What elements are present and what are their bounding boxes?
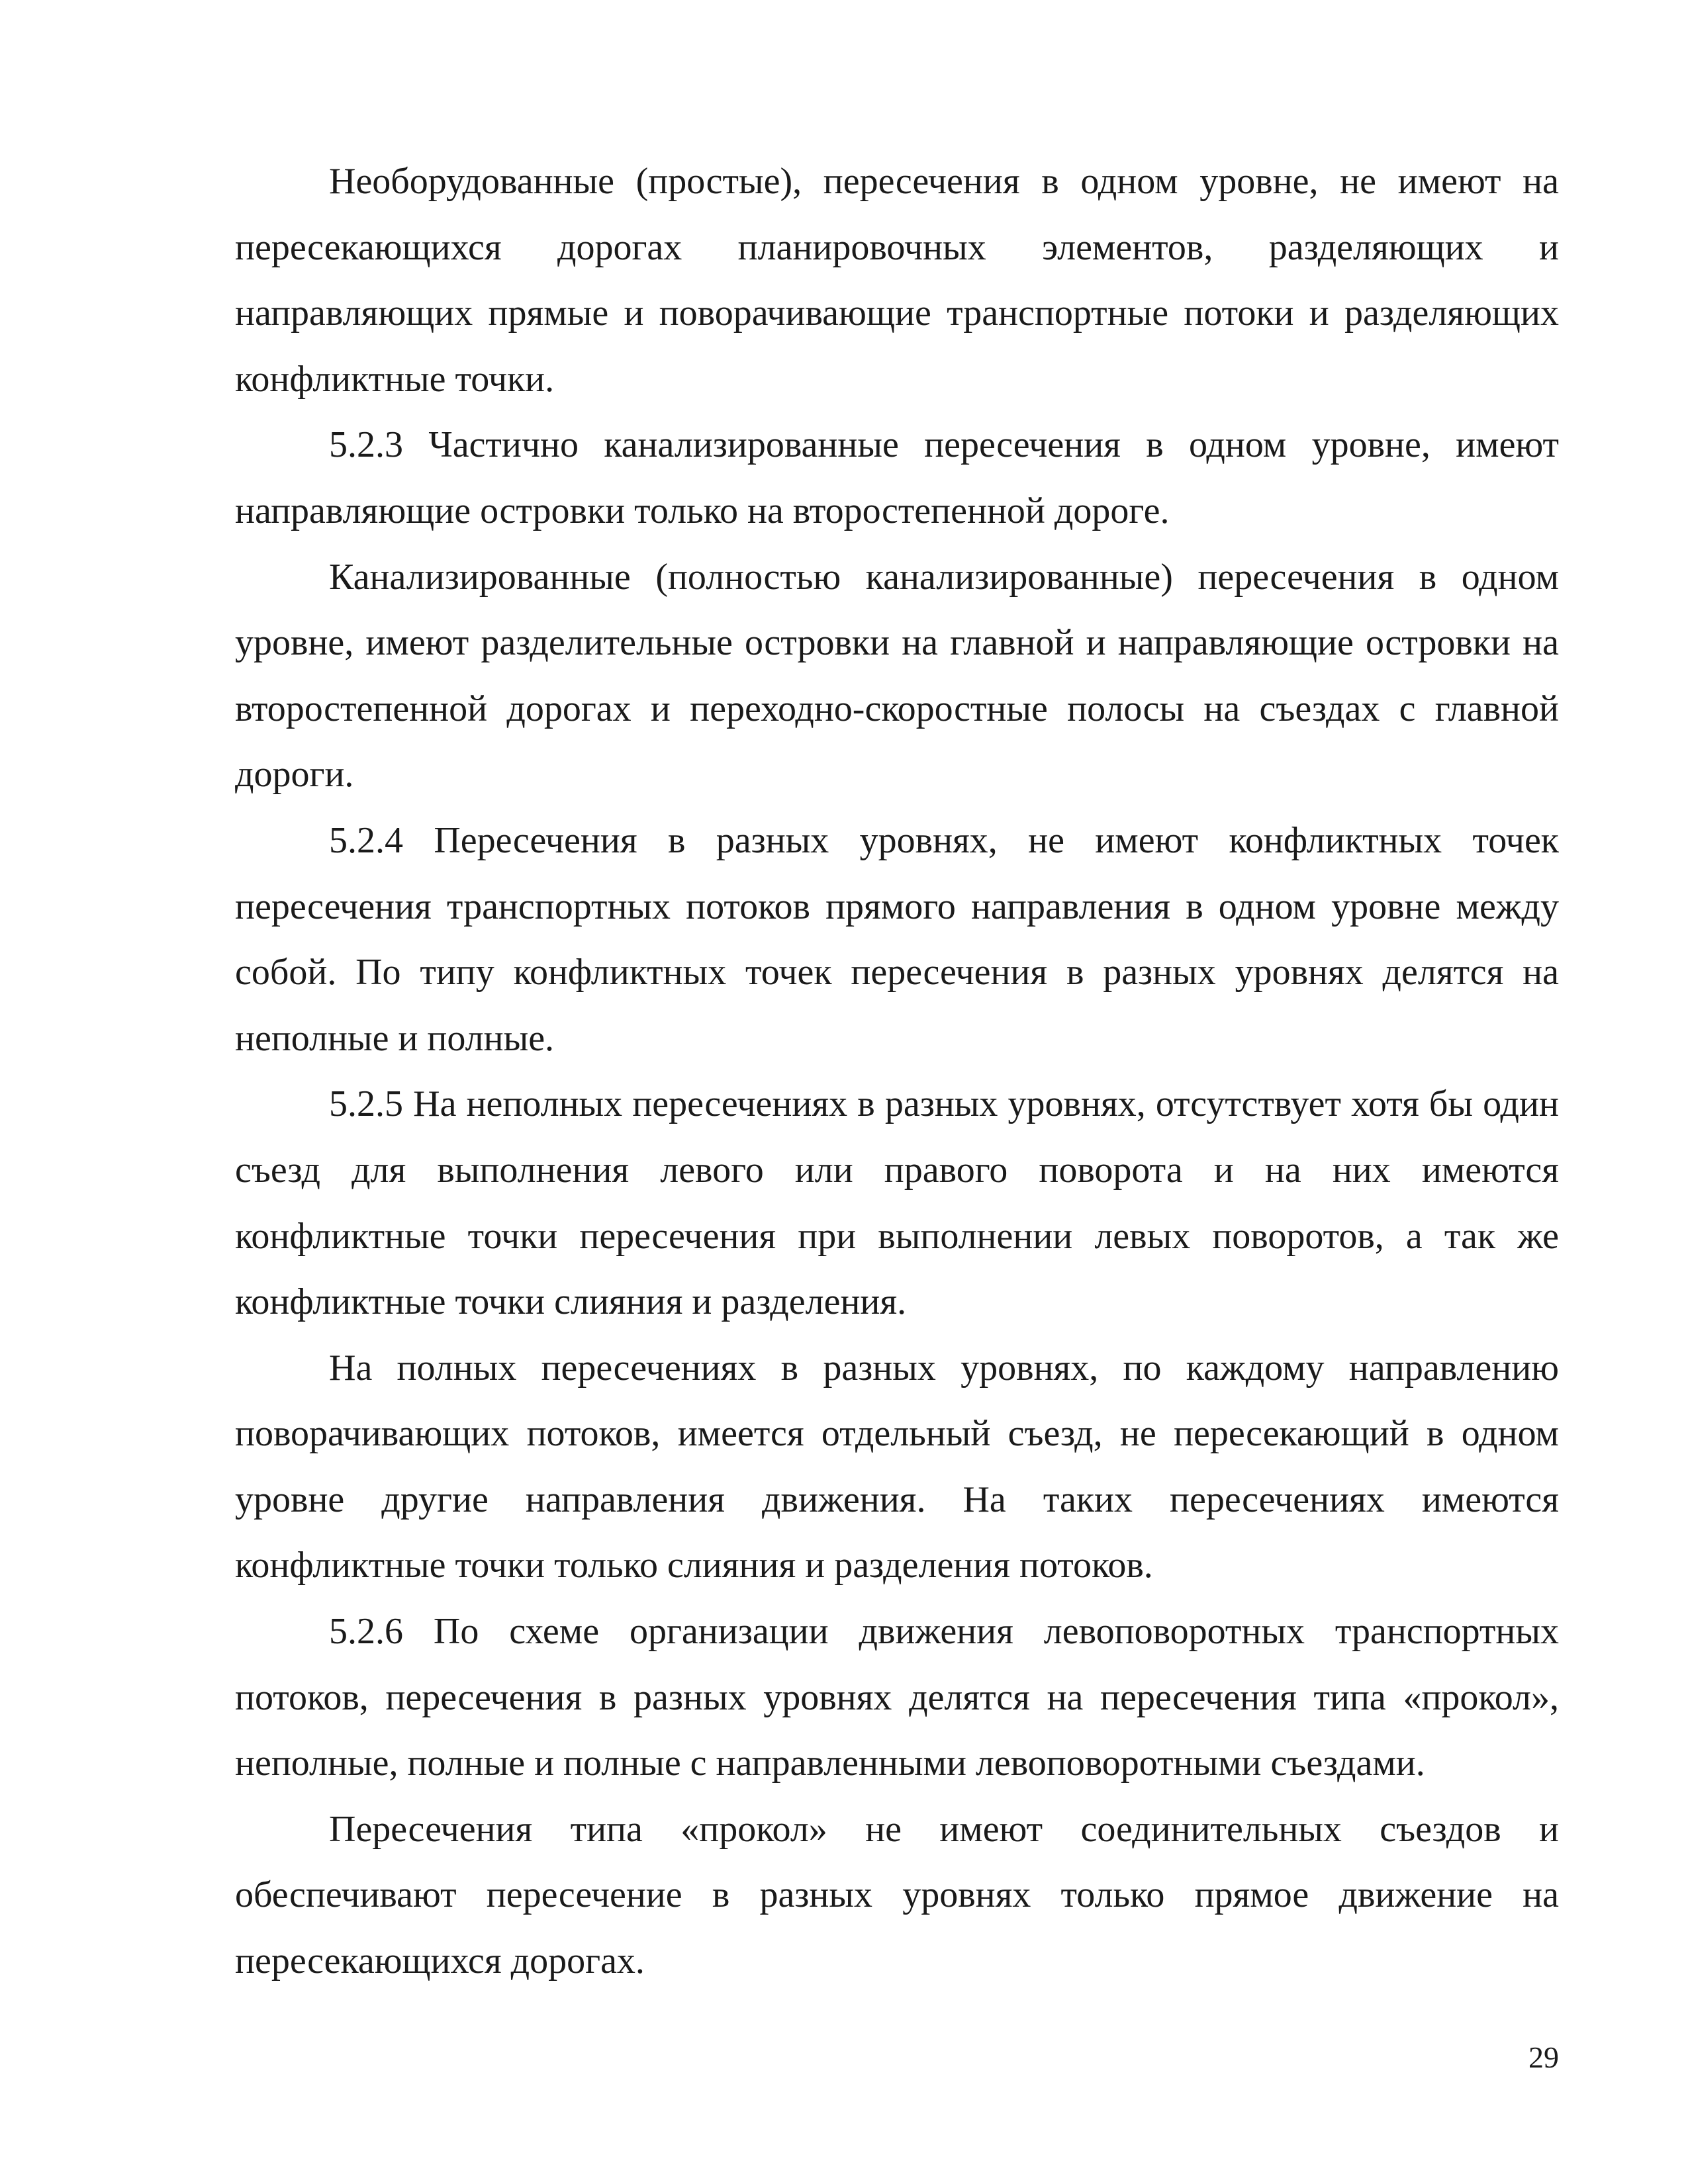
paragraph-5-2-5: 5.2.5 На неполных пересечениях в разных уровнях, отсутствует хотя бы один съезд для выполнения левого или правого поворота и на них имеются конфликтные точки пересечения при выполнении левых поворотов, а так же конфликтные точки слияния и разделения. (235, 1083, 1559, 1323)
body-text (235, 149, 1559, 1995)
paragraph-5-2-6: 5.2.6 По схеме организации движения левоповоротных транспортных потоков, пересечения в разных уровнях делятся на пересечения типа «прокол», неполные, полные и полные с направленными левоповоротными съездами. (235, 1611, 1559, 1784)
paragraph-unequipped-intersections: Необорудованные (простые), пересечения в одном уровне, не имеют на пересекающихся дорогах планировочных элементов, разделяющих и направляющих прямые и поворачивающие транспортные потоки и разделяющих конфликтные точки. (235, 161, 1559, 400)
page-number: 29 (1528, 2040, 1559, 2074)
paragraph-channelized-intersections: Канализированные (полностью канализированные) пересечения в одном уровне, имеют разделительные островки на главной и направляющие островки на второстепенной дорогах и переходно-скоростные полосы на съездах с главной дороги. (235, 556, 1559, 796)
paragraph-5-2-4: 5.2.4 Пересечения в разных уровнях, не имеют конфликтных точек пересечения транспортных потоков прямого направления в одном уровне между собой. По типу конфликтных точек пересечения в разных уровнях делятся на неполные и полные. (235, 819, 1559, 1059)
paragraph-5-2-3: 5.2.3 Частично канализированные пересечения в одном уровне, имеют направляющие островки только на второстепенной дороге. (235, 424, 1559, 531)
paragraph-full-intersections: На полных пересечениях в разных уровнях, по каждому направлению поворачивающих потоков, имеется отдельный съезд, не пересекающий в одном уровне другие направления движения. На таких пересечениях имеются конфликтные точки только слияния и разделения потоков. (235, 1347, 1559, 1586)
paragraph-prokol-intersections: Пересечения типа «прокол» не имеют соединительных съездов и обеспечивают пересечение в разных уровнях только прямое движение на пересекающихся дорогах. (235, 1808, 1559, 1982)
